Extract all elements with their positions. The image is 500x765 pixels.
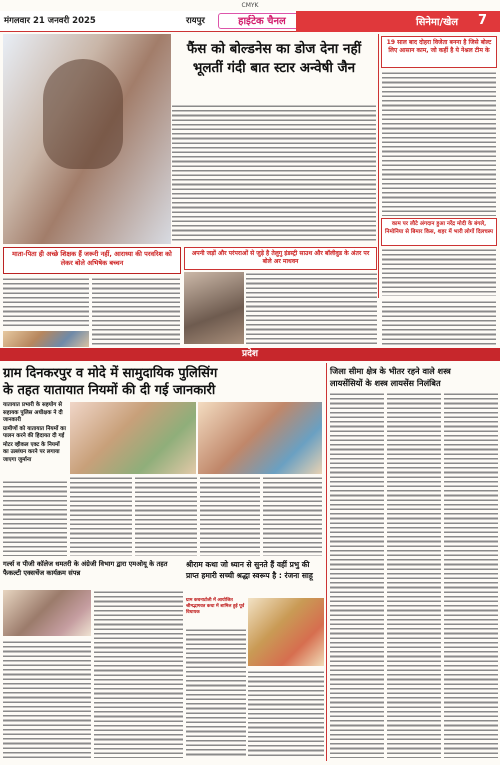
side-story-2-headline: काम पर लौटे अंगदान हुआ नरेंद्र मोदी के बंगले, निमोनिया से बिमार किस, शहर में भारी लोगों दिलचस्प: [381, 218, 497, 246]
pradesh-band: प्रदेश: [0, 348, 500, 361]
lead-photo: [3, 34, 171, 244]
side-story-2-body: [382, 248, 496, 296]
shriram-body-col1: [186, 628, 246, 758]
page-number: 7: [478, 13, 488, 28]
lead-headline-line1: फैंस को बोल्डनेस का डोज देना नहीं: [186, 41, 362, 57]
parents-story-photo: [3, 331, 89, 347]
policing-headline-line2: के तहत यातायात नियमों की दी गई जानकारी: [3, 383, 216, 398]
policing-bullets: [3, 402, 67, 478]
section-title: सिनेमा/खेल: [416, 17, 459, 28]
college-photo: [3, 590, 91, 636]
arms-body-col1: [330, 392, 384, 758]
college-body-col2: [94, 590, 183, 758]
policing-bullet-3: मोटर व्हीकल एक्ट के नियमों का उल्लंघन करने पर लगाया जाएगा जुर्माना: [3, 441, 60, 463]
shriram-photo: [248, 598, 324, 666]
parents-story-body-col1: [3, 277, 89, 329]
roots-story-body: [246, 272, 377, 344]
policing-body-col3: [135, 476, 197, 556]
policing-bullet-2: ग्रामीणों को यातायात नियमों का पालन करने की हिदायत दी गई: [3, 425, 66, 439]
policing-body-col4: [200, 476, 260, 556]
policing-headline-line1: ग्राम दिनकरपुर व मोदे में सामुदायिक पुलिसिंग: [3, 366, 218, 381]
edition-city: रायपुर: [186, 16, 205, 26]
policing-body-col2: [70, 476, 132, 556]
shriram-subhead: ग्राम कचनाटोली में आयोजित श्रीमद्भागवत कथा में शामिल हुई पूर्व विधायक: [186, 598, 245, 615]
policing-photo-1: [70, 402, 196, 474]
shriram-body-col2: [248, 670, 324, 758]
parents-story-body-col2: [92, 277, 180, 345]
issue-date: मंगलवार 21 जनवरी 2025: [4, 16, 96, 26]
side-story-2-body-cont: [382, 300, 496, 345]
policing-photo-2: [198, 402, 322, 474]
print-register-mark: CMYK: [241, 2, 259, 9]
section-banner: [296, 11, 500, 32]
college-body-col1: [3, 640, 91, 758]
side-story-1-headline: 19 साल बाद दोहरा विजेता बनना है जिसे बोल्ट लिए आसान काम, जो कहीं है ये नेश्नल टीम के: [381, 36, 497, 68]
arms-body-col3: [444, 392, 498, 758]
lead-body-text: [172, 104, 376, 242]
side-story-1-body: [382, 71, 496, 216]
shriram-headline: श्रीराम कथा जो ध्यान से सुनते हैं वहीं प्रभु की प्राप्त हमारी सच्ची श्रद्धा स्वरूप है : रंजना साहू: [186, 560, 313, 580]
policing-headline: [3, 365, 321, 399]
roots-story-headline: अपनी जड़ों और परंपराओं से जुड़े है तेलुगु इंडस्ट्री साउथ और बॉलीवुड के अंतर पर बोले अर माधवन: [184, 247, 377, 270]
parents-story-headline: माता-पिता ही अच्छे शिक्षक हैं जरूरी नहीं, आराध्या की परवरिश को लेकर बोले अभिषेक बच्चन: [3, 247, 181, 274]
policing-bullet-1: यातायात प्रभारी के सहयोग से सहायक पुलिस अधीक्षक ने दी जानकारी: [3, 402, 63, 423]
arms-headline: [330, 365, 498, 389]
column-divider-2: [326, 363, 327, 761]
arms-headline-line1: जिला सीमा क्षेत्र के भीतर रहने वाले शस्त्र: [330, 366, 451, 376]
arms-body-col2: [387, 392, 441, 758]
roots-story-photo: [184, 272, 244, 344]
portrait-figure: [43, 59, 123, 169]
masthead: [0, 11, 500, 32]
column-divider: [378, 34, 379, 298]
newspaper-logo: हाईटेक चैनल: [218, 13, 306, 29]
policing-body-col1: [3, 480, 67, 556]
arms-headline-line2: लायसेंसियों के शस्त्र लायसेंस निलंबित: [330, 378, 441, 388]
policing-body-col5: [263, 476, 322, 556]
college-headline: गर्ल्स व पीजी कॉलेज धमतरी के अंग्रेजी विभाग द्वारा एमओयू के तहत फैकल्टी एक्सचेंज कार्यक्रम संपन्न: [3, 560, 168, 577]
lead-headline-line2: भूलतीं गंदी बात स्टार अन्वेषी जैन: [192, 60, 356, 76]
lead-headline: [172, 40, 376, 78]
